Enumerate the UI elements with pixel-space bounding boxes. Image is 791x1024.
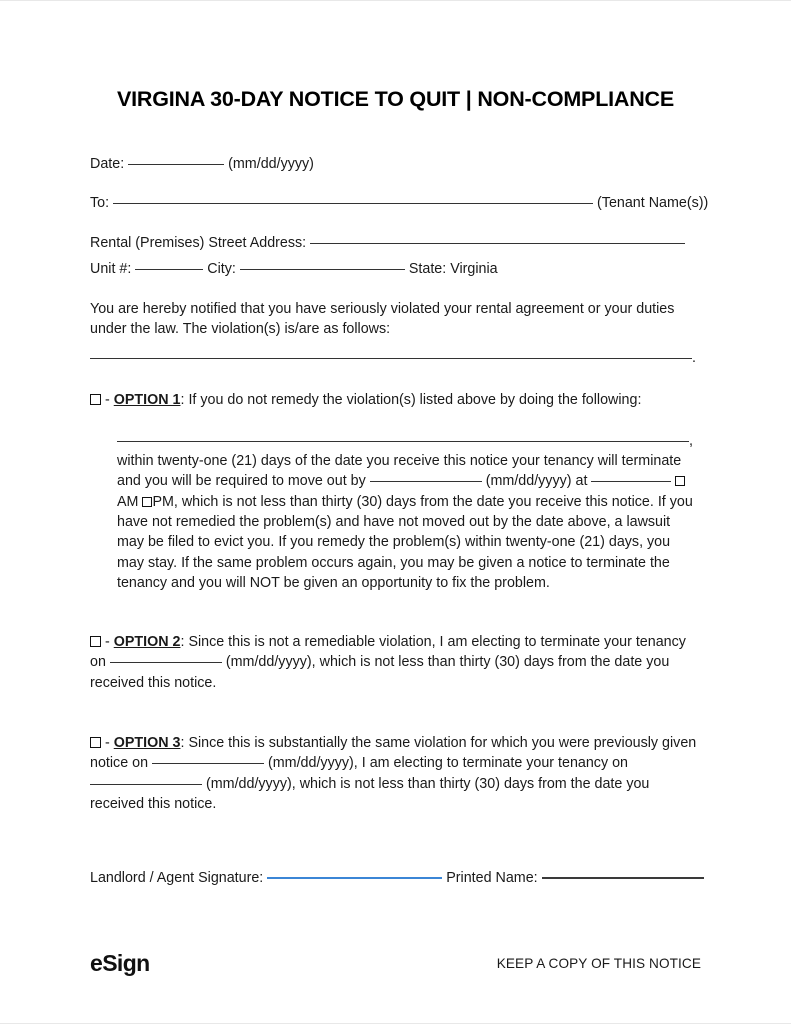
- tenant-name-input[interactable]: [113, 203, 593, 204]
- signature-label: Landlord / Agent Signature:: [90, 870, 264, 887]
- option-1-body-part2: , which is not less than thirty (30) days from the date you receive this notice. If you have not remedied the problem(s) and have not moved out by the date above, a lawsuit may be filed to evict you. If you remedy the problem(s) within twenty-one (21) days, you may stay. If the same problem occurs again, you may be given a notice to terminate the tenancy and you will NOT be given an opportunity to fix the problem.: [117, 493, 693, 591]
- option-1-body-part1: within twenty-one (21) days of the date you receive this notice your tenancy will terminate and you will be required to move out by: [117, 453, 682, 490]
- city-label: City:: [207, 261, 236, 278]
- option-1-time-input[interactable]: [591, 481, 671, 482]
- option-2-tail: which is not less than thirty (30) days from the date you received this notice.: [90, 654, 670, 691]
- option-2-date-input[interactable]: [110, 662, 222, 663]
- document-sheet: [0, 1, 791, 1023]
- option-2-colon: :: [180, 634, 185, 651]
- option-2-dash: -: [104, 634, 110, 651]
- option-3-heading: [90, 733, 701, 814]
- option-2-date-format: (mm/dd/yyyy),: [225, 654, 316, 671]
- date-format-hint: (mm/dd/yyyy): [228, 156, 314, 173]
- option-2-lead: Since this is not a remediable violation, I am electing to terminate your tenancy on: [90, 634, 686, 671]
- esign-logo: eSign: [90, 950, 150, 976]
- printed-name-input[interactable]: [542, 877, 704, 879]
- option-3-mid: I am electing to terminate your tenancy on: [361, 755, 628, 772]
- option-1-colon: :: [180, 392, 185, 409]
- checkbox-option-1[interactable]: [90, 394, 101, 405]
- option-1-violation-line-row: [117, 431, 701, 451]
- option-1-heading: [90, 390, 701, 410]
- street-address-label: Rental (Premises) Street Address:: [90, 234, 307, 251]
- option-3-prior-notice-date-input[interactable]: [152, 763, 264, 764]
- option-2-heading: [90, 632, 701, 693]
- signature-row: [90, 868, 701, 888]
- option-3-date-format-1: (mm/dd/yyyy),: [268, 755, 358, 772]
- street-address-input[interactable]: [310, 243, 685, 244]
- option-1-moveout-date-input[interactable]: [370, 481, 482, 482]
- option-1-dash: -: [104, 392, 110, 409]
- state-value: State: Virginia: [408, 261, 498, 278]
- violation-line-period: .: [692, 350, 696, 367]
- option-3-lead: Since this is substantially the same violation for which you were previously given notice on: [90, 735, 697, 772]
- page-title: VIRGINA 30-DAY NOTICE TO QUIT | NON-COMPLIANCE: [116, 87, 675, 111]
- option-3-terminate-date-input[interactable]: [90, 784, 202, 785]
- footer-note: KEEP A COPY OF THIS NOTICE: [496, 956, 701, 971]
- option-1-body: [117, 451, 701, 593]
- option-3: [90, 733, 701, 814]
- tenant-name-hint: (Tenant Name(s)): [597, 194, 709, 211]
- option-1-date-format: (mm/dd/yyyy): [485, 473, 572, 490]
- option-3-tail: which is not less than thirty (30) days from the date you received this notice.: [90, 775, 650, 812]
- street-address-row: [90, 233, 701, 253]
- unit-input[interactable]: [135, 269, 203, 270]
- checkbox-am[interactable]: [675, 476, 685, 486]
- page-footer: [90, 950, 701, 977]
- checkbox-option-2[interactable]: [90, 636, 101, 647]
- option-2-label: OPTION 2: [113, 634, 181, 651]
- to-label: To:: [90, 194, 110, 211]
- option-3-dash: -: [104, 735, 110, 752]
- notice-body: You are hereby notified that you have seriously violated your rental agreement or your duties under the law. The violation(s) is/are as follows:: [90, 300, 675, 337]
- checkbox-option-3[interactable]: [90, 737, 101, 748]
- option-1-am-label: AM: [117, 493, 139, 510]
- option-3-date-format-2: (mm/dd/yyyy),: [205, 775, 296, 792]
- tenant-row: [90, 193, 709, 213]
- violation-input[interactable]: [90, 358, 692, 359]
- option-1: [90, 390, 701, 593]
- option-3-colon: :: [180, 735, 185, 752]
- unit-label: Unit #:: [90, 261, 132, 278]
- option-1-lead: If you do not remedy the violation(s) listed above by doing the following:: [188, 392, 642, 409]
- checkbox-pm[interactable]: [142, 497, 152, 507]
- signature-input[interactable]: [267, 877, 442, 879]
- violation-line-row: [90, 348, 701, 368]
- option-1-label: OPTION 1: [113, 392, 181, 409]
- option-1-pm-label: PM: [152, 493, 174, 510]
- option-1-at-word: at: [575, 473, 588, 490]
- date-input[interactable]: [128, 164, 224, 165]
- city-input[interactable]: [240, 269, 405, 270]
- printed-name-label: Printed Name:: [446, 870, 538, 887]
- option-1-remedy-input[interactable]: [117, 441, 689, 442]
- option-1-comma: ,: [689, 432, 693, 449]
- unit-city-state-row: [90, 259, 701, 279]
- option-2: [90, 632, 701, 693]
- date-label: Date:: [90, 156, 125, 173]
- option-3-label: OPTION 3: [113, 735, 181, 752]
- date-row: [90, 154, 701, 174]
